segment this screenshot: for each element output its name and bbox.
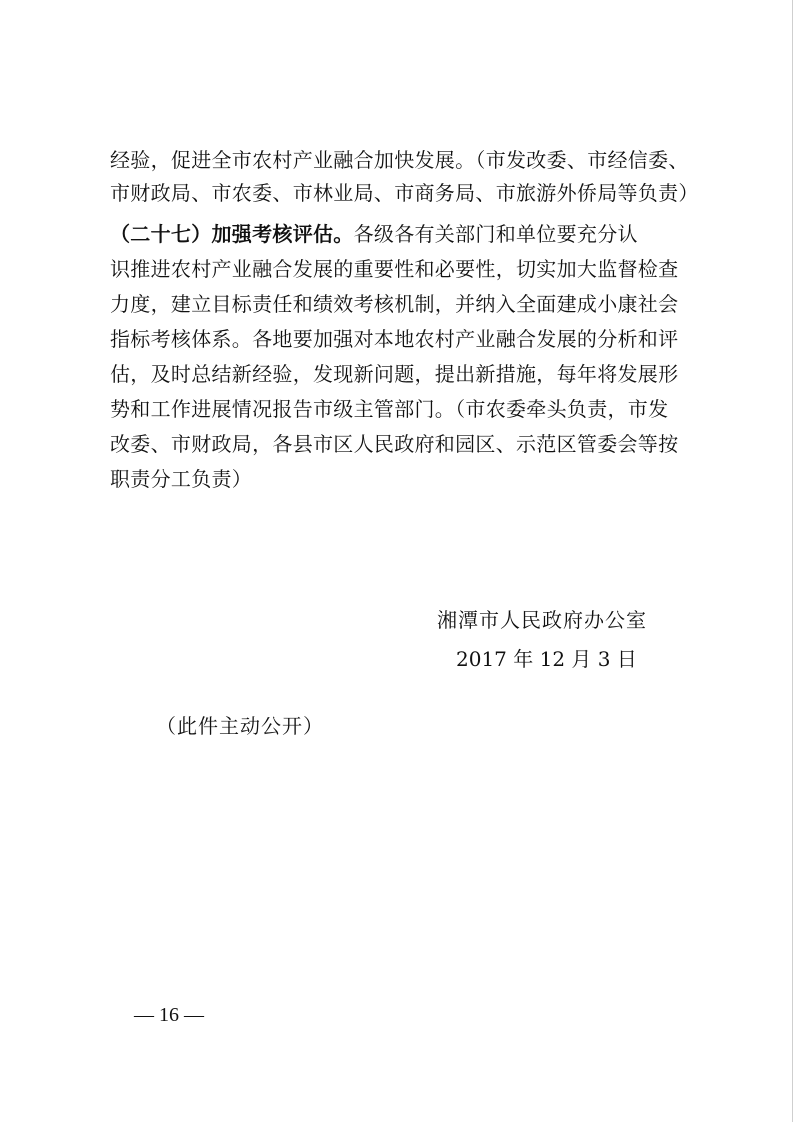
paragraph-line: 改委、市财政局，各县市区人民政府和园区、示范区管委会等按 (110, 432, 679, 456)
page-number: — 16 — (134, 1004, 204, 1026)
paragraph-line: 力度，建立目标责任和绩效考核机制，并纳入全面建成小康社会 (110, 292, 679, 316)
paragraph-line: 识推进农村产业融合发展的重要性和必要性，切实加大监督检查 (110, 257, 679, 281)
section-heading: （二十七）加强考核评估。 (110, 222, 354, 246)
issue-date: 2017 年 12 月 3 日 (456, 647, 637, 671)
paragraph-line: 势和工作进展情况报告市级主管部门。（市农委牵头负责，市发 (110, 397, 669, 421)
paragraph-line: 指标考核体系。各地要加强对本地农村产业融合发展的分析和评 (110, 327, 679, 351)
paragraph-line: 估，及时总结新经验，发现新问题，提出新措施，每年将发展形 (110, 362, 679, 386)
issuer-name: 湘潭市人民政府办公室 (437, 608, 647, 632)
paragraph-line: 市财政局、市农委、市林业局、市商务局、市旅游外侨局等负责） (110, 181, 699, 205)
public-disclosure-note: （此件主动公开） (156, 714, 324, 738)
paragraph-text: 各级各有关部门和单位要充分认 (353, 222, 638, 246)
paragraph-line: 职责分工负责） (110, 467, 253, 491)
section-paragraph-first-line (110, 220, 690, 248)
paragraph-line: 经验，促进全市农村产业融合加快发展。（市发改委、市经信委、 (110, 148, 689, 172)
